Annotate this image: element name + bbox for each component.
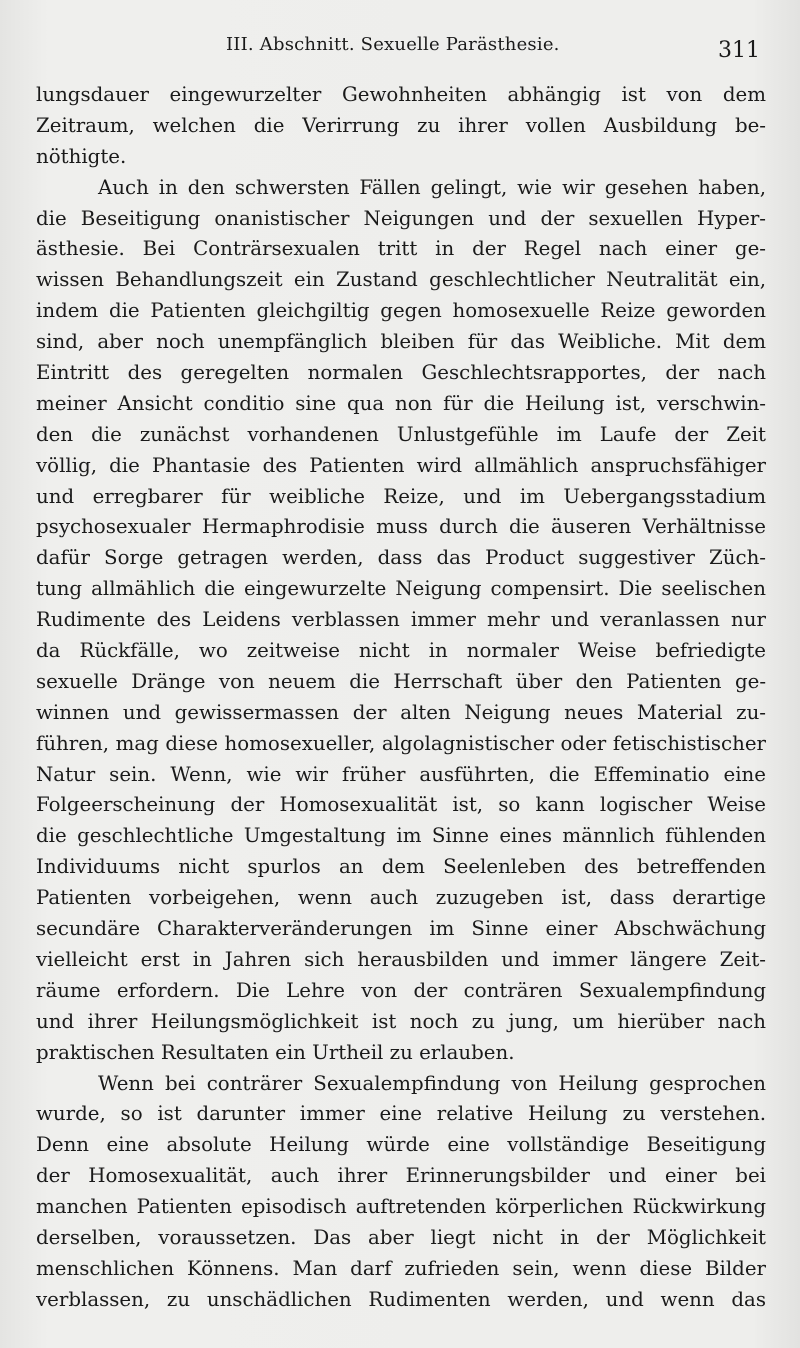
text-line: da Rückfälle, wo zeitweise nicht in normaler Weise befriedigte <box>36 639 766 663</box>
text-line: derselben, voraussetzen. Das aber liegt nicht in der Möglichkeit <box>36 1225 766 1249</box>
text-line: menschlichen Könnens. Man darf zufrieden sein, wenn diese Bilder <box>36 1256 766 1280</box>
text-line: wissen Behandlungszeit ein Zustand geschlechtlicher Neutralität ein, <box>36 268 766 292</box>
text-line: Eintritt des geregelten normalen Geschlechtsrapportes, der nach <box>36 361 766 385</box>
text-line: manchen Patienten episodisch auftretenden körperlichen Rückwirkung <box>36 1195 766 1219</box>
text-line: die geschlechtliche Umgestaltung im Sinne eines männlich fühlenden <box>36 824 766 848</box>
text-line: der Homosexualität, auch ihrer Erinnerungsbilder und einer bei <box>36 1164 766 1188</box>
text-line: meiner Ansicht conditio sine qua non für die Heilung ist, verschwin- <box>36 391 766 415</box>
text-line: und ihrer Heilungsmöglichkeit ist noch zu jung, um hierüber nach <box>36 1009 766 1033</box>
running-head <box>0 32 800 62</box>
text-line: nöthigte. <box>36 144 127 168</box>
text-line: die Beseitigung onanistischer Neigungen und der sexuellen Hyper- <box>36 206 766 230</box>
text-line: räume erfordern. Die Lehre von der conträren Sexualempfindung <box>36 978 766 1002</box>
text-line: Denn eine absolute Heilung würde eine vollständige Beseitigung <box>36 1133 766 1157</box>
text-line: Folgeerscheinung der Homosexualität ist, so kann logischer Weise <box>36 793 766 817</box>
text-line: Natur sein. Wenn, wie wir früher ausführten, die Effeminatio eine <box>36 762 766 786</box>
text-line: dafür Sorge getragen werden, dass das Product suggestiver Züch- <box>36 546 766 570</box>
text-line: Wenn bei conträrer Sexualempfindung von Heilung gesprochen <box>98 1071 766 1095</box>
text-line: sexuelle Dränge von neuem die Herrschaft über den Patienten ge- <box>36 669 766 693</box>
text-line: wurde, so ist darunter immer eine relative Heilung zu verstehen. <box>36 1102 766 1126</box>
text-line: Rudimente des Leidens verblassen immer mehr und veranlassen nur <box>36 608 766 632</box>
running-head-title: III. Abschnitt. Sexuelle Parästhesie. <box>226 34 560 55</box>
text-line: und erregbarer für weibliche Reize, und im Uebergangsstadium <box>36 484 766 508</box>
text-line: den die zunächst vorhandenen Unlustgefühle im Laufe der Zeit <box>36 422 766 446</box>
text-line: sind, aber noch unempfänglich bleiben für das Weibliche. Mit dem <box>36 330 766 354</box>
text-line: ästhesie. Bei Conträrsexualen tritt in der Regel nach einer ge- <box>36 237 766 261</box>
text-line: praktischen Resultaten ein Urtheil zu erlauben. <box>36 1040 515 1064</box>
text-line: secundäre Charakterveränderungen im Sinne einer Abschwächung <box>36 917 766 941</box>
text-line: verblassen, zu unschädlichen Rudimenten werden, und wenn das <box>36 1287 766 1311</box>
text-line: Individuums nicht spurlos an dem Seelenleben des betreffenden <box>36 855 766 879</box>
text-line: völlig, die Phantasie des Patienten wird allmählich anspruchsfähiger <box>36 453 766 477</box>
text-line: lungsdauer eingewurzelter Gewohnheiten abhängig ist von dem <box>36 83 766 106</box>
text-line: Zeitraum, welchen die Verirrung zu ihrer vollen Ausbildung be- <box>36 113 766 137</box>
text-line: vielleicht erst in Jahren sich herausbilden und immer längere Zeit- <box>36 947 766 971</box>
text-line: winnen und gewissermassen der alten Neigung neues Material zu- <box>36 700 766 724</box>
text-line: tung allmählich die eingewurzelte Neigung compensirt. Die seelischen <box>36 577 766 601</box>
body-text <box>36 80 766 1316</box>
text-line: Auch in den schwersten Fällen gelingt, wie wir gesehen haben, <box>98 175 766 199</box>
text-line: psychosexualer Hermaphrodisie muss durch die äuseren Verhältnisse <box>36 515 766 539</box>
text-line: führen, mag diese homosexueller, algolagnistischer oder fetischistischer <box>36 731 766 755</box>
page-number: 311 <box>718 38 760 63</box>
text-line: indem die Patienten gleichgiltig gegen homosexuelle Reize geworden <box>36 299 766 323</box>
text-line: Patienten vorbeigehen, wenn auch zuzugeben ist, dass derartige <box>36 886 766 910</box>
